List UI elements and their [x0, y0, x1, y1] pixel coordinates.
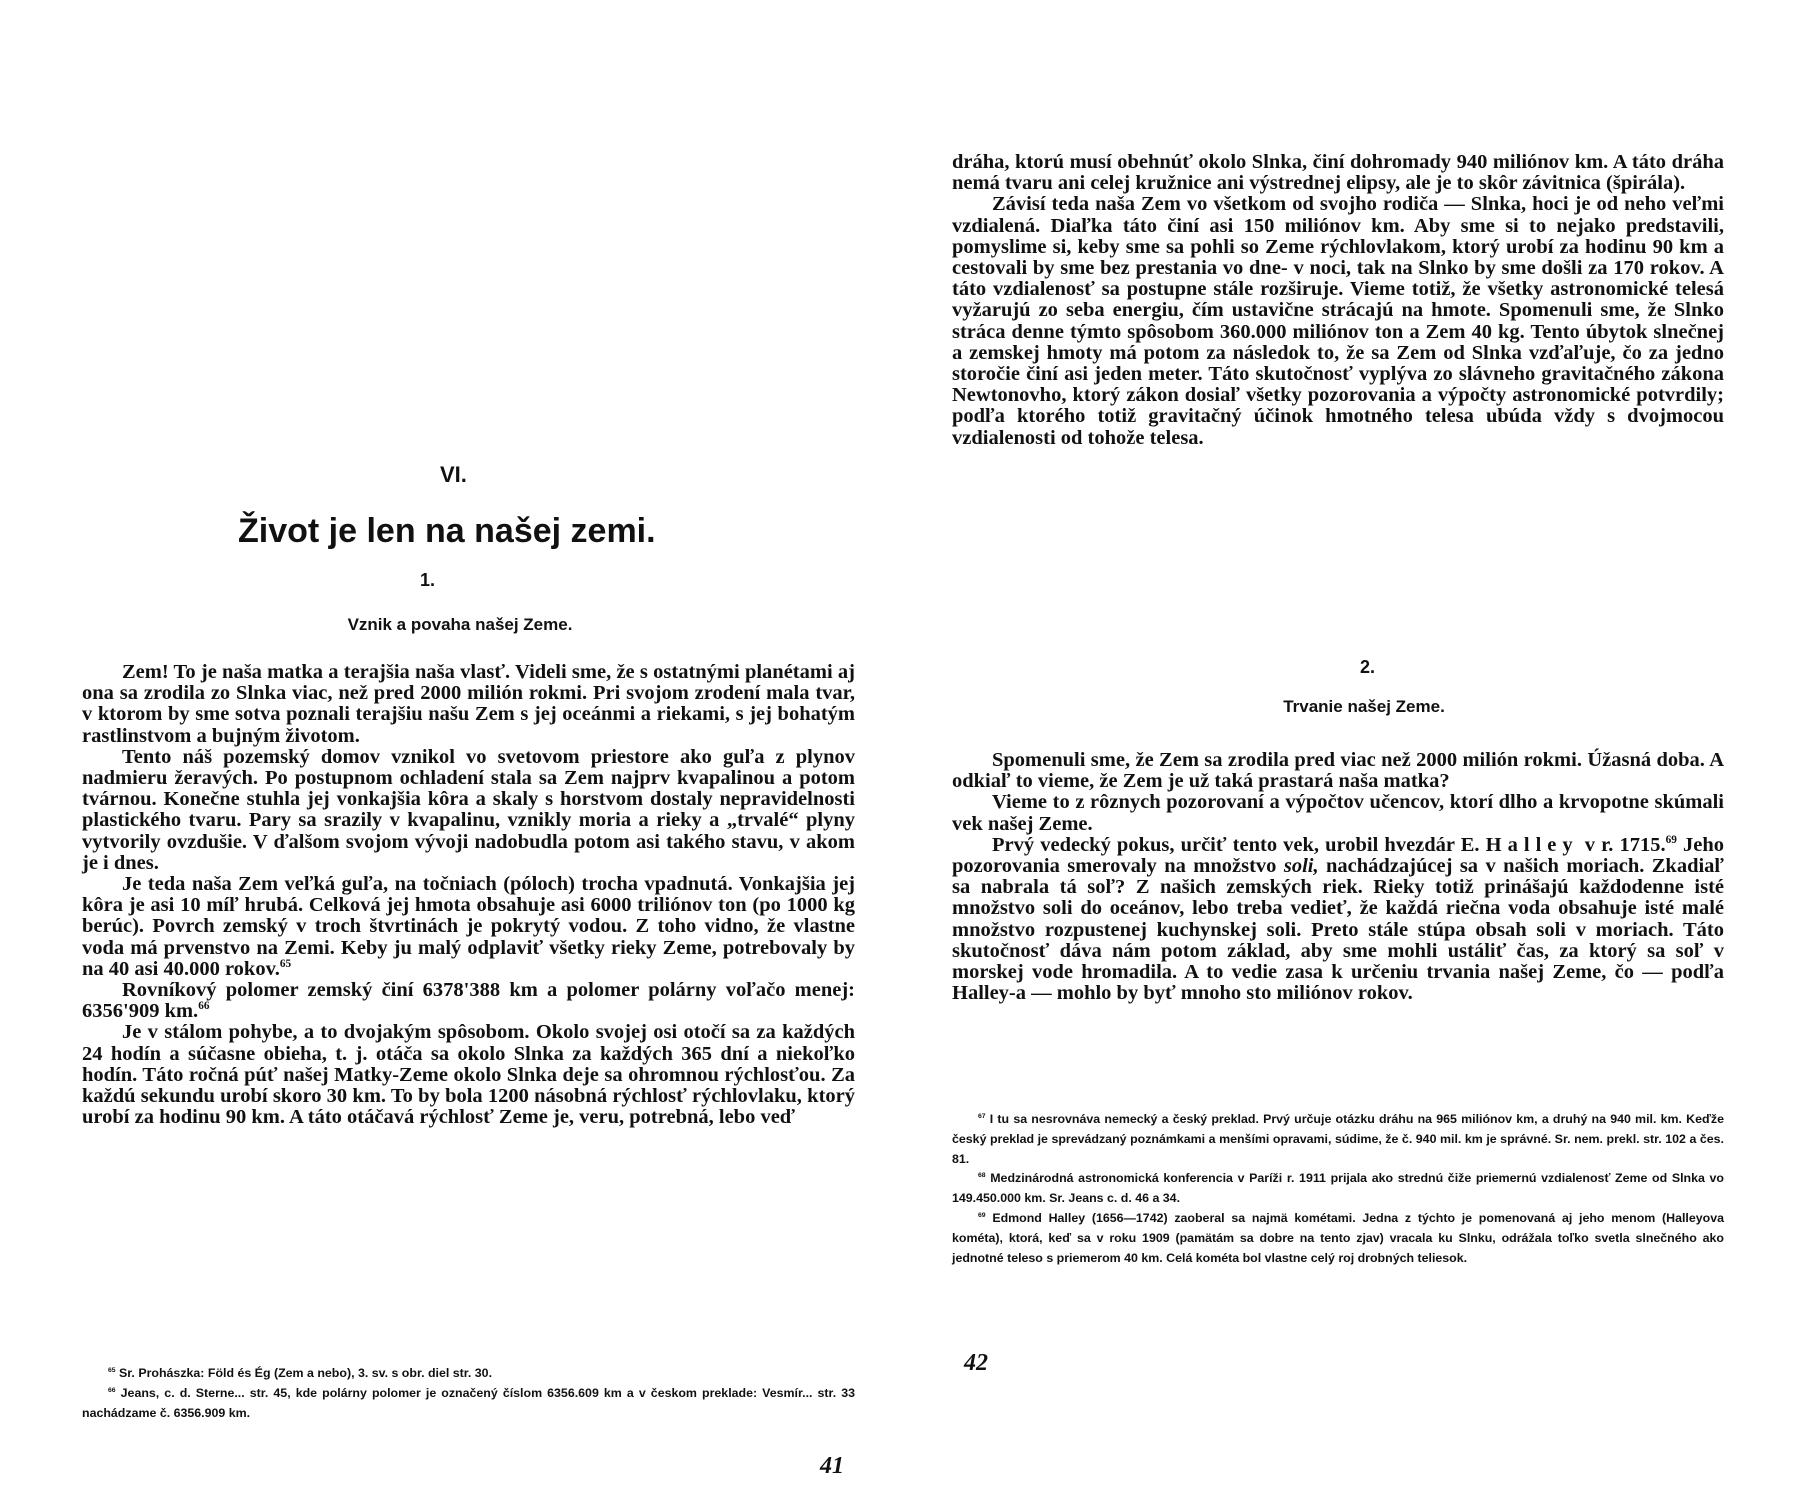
section-number: 1. [420, 570, 436, 590]
paragraph-text: Prvý vedecký pokus, určiť tento vek, urobil hvezdár E. [992, 833, 1480, 856]
page-number: 41 [820, 1453, 844, 1479]
left-footnotes [82, 1364, 855, 1423]
paragraph [82, 980, 855, 1022]
paragraph [952, 750, 1724, 792]
left-page [0, 0, 900, 1500]
right-page [908, 0, 1816, 1500]
paragraph-text: Je teda naša Zem veľká guľa, na točniach (póloch) trocha vpadnutá. Vonkajšia jej kôra je asi 10 míľ hrubá. Celková jej hmota obsahuje asi 6000 triliónov ton (po 1000 kg berúc). Povrch zemský v troch štvrtinách je pokrytý vodou. Z toho vidno, že vlastne voda má prvenstvo na Zemi. Keby ju malý odplaviť všetky rieky Zeme, potrebovaly by na 40 asi 40.000 rokov. [82, 873, 855, 980]
footnote-number: 68 [978, 1172, 986, 1180]
paragraph-text: Vieme to z rôznych pozorovaní a výpočtov učencov, ktorí dlho a krvopotne skúmali vek našej Zeme. [952, 791, 1724, 835]
footnote-mark: 66 [198, 1000, 210, 1013]
footnote [82, 1384, 855, 1424]
paragraph [952, 194, 1724, 448]
paragraph-text: Zem! To je naša matka a terajšia naša vlasť. Videli sme, že s ostatnými planétami aj ona sa zrodila zo Slnka viac, než pred 2000 milión rokmi. Pri svojom zrodení mala tvar, v ktorom by sme sotva poznali terajšiu našu Zem s jej oceánmi a riekami, s jej bohatým rastlinstvom a bujným životom. [82, 661, 855, 747]
paragraph [82, 747, 855, 874]
footnote-text: Edmond Halley (1656—1742) zaoberal sa najmä kométami. Jedna z týchto je pomenovaná aj jeho menom (Halleyova kométa), ktorá, keď sa v roku 1909 (pamätám sa dobre na tento zjav) vracala ku Slnku, odrážala toľko svetla slnečného ako jednotné teleso s priemerom 40 km. Celá kométa bol vlastne celý roj drobných teliesok. [952, 1210, 1724, 1265]
paragraph-text: Tento náš pozemský domov vznikol vo svetovom priestore ako guľa z plynov nadmieru žeravých. Po postupnom ochladení stala sa Zem najprv kvapalinou a potom tvárnou. Konečne stuhla jej vonkajšia kôra a skaly s horstvom dostaly nepravidelnosti plastického tvaru. Pary sa srazily v kvapalinu, vznikly moria a rieky a „trvalé“ plyny vytvorily ovzdušie. V ďalšom svojom vývoji nadobudla potom asi takého stavu, v akom je i dnes. [82, 745, 855, 874]
chapter-title: Život je len na našej zemi. [238, 512, 656, 550]
page-number: 42 [964, 1350, 988, 1376]
footnote-mark: 69 [1665, 833, 1677, 846]
footnote-number: 66 [108, 1386, 116, 1394]
footnote-number: 67 [978, 1112, 986, 1120]
paragraph [82, 662, 855, 747]
footnote [952, 1209, 1724, 1268]
footnote [952, 1110, 1724, 1169]
emphasis: soli, [1283, 855, 1319, 878]
right-body-text-top [952, 152, 1724, 449]
paragraph [952, 792, 1724, 834]
footnote-mark: 65 [279, 958, 292, 971]
footnote-number: 65 [108, 1366, 116, 1374]
section-title: Vznik a povaha našej Zeme. [347, 615, 573, 634]
footnote [82, 1364, 855, 1384]
paragraph-text: dráha, ktorú musí obehnúť okolo Slnka, činí dohromady 940 miliónov km. A táto dráha nemá tvaru ani celej kružnice ani výstrednej elipsy, ale je to skôr závitnica (špirála). [952, 151, 1724, 195]
paragraph [952, 152, 1724, 194]
section-number: 2. [1360, 657, 1376, 677]
paragraph-text: Spomenuli sme, že Zem sa zrodila pred viac než 2000 milión rokmi. Úžasná doba. A odkiaľ to vieme, že Zem je už taká prastará naša matka? [952, 749, 1724, 793]
section-title: Trvanie našej Zeme. [1283, 697, 1445, 716]
paragraph [82, 1022, 855, 1128]
paragraph-text: Jeho pozorovania smerovaly na množstvo [952, 833, 1725, 878]
right-footnotes [952, 1110, 1724, 1268]
left-body-text [82, 662, 855, 1128]
paragraph-text: Rovníkový polomer zemský činí 6378'388 km a polomer polárny voľačo menej: 6356'909 km. [82, 979, 855, 1023]
spaced-name: Halley [1485, 833, 1579, 856]
paragraph [952, 835, 1724, 1005]
footnote-number: 69 [978, 1211, 986, 1219]
chapter-number: VI. [440, 462, 467, 487]
paragraph-text: nachádzajúcej sa v našich moriach. Zkadiaľ sa nabrala tá soľ? Z našich zemských riek. Rieky totiž prinášajú každodenne isté množstvo soli do oceánov, lebo treba vedieť, že každá riečna voda obsahuje isté malé množstvo rozpustenej kuchynskej soli. Preto stále stúpa obsah soli v moriach. Táto skutočnosť dáva nám potom základ, aby sme mohli ustáliť čas, za ktorý sa soľ v morskej vode hromadila. A to vedie zasa k určeniu trvania našej Zeme, čo — podľa Halley-a — mohlo by byť mnoho sto miliónov rokov. [952, 855, 1725, 1005]
paragraph-text: Závisí teda naša Zem vo všetkom od svojho rodiča — Slnka, hoci je od neho veľmi vzdialená. Diaľka táto činí asi 150 miliónov km. Aby sme si to nejako predstavili, pomyslime si, keby sme sa pohli so Zeme rýchlovlakom, ktorý urobí za hodinu 90 km a cestovali by sme bez prestania vo dne- v noci, tak na Slnko by sme došli za 170 rokov. A táto vzdialenosť sa postupne stále rozširuje. Vieme totiž, že všetky astronomické telesá vyžarujú zo seba energiu, čím ustavične strácajú na hmote. Spomenuli sme, že Slnko stráca denne týmto spôsobom 360.000 miliónov ton a Zem 40 kg. Tento úbytok slnečnej a zemskej hmoty má potom za následok to, že sa Zem od Slnka vzďaľuje, čo za jedno storočie činí asi jeden meter. Táto skutočnosť vyplýva zo slávneho gravitačného zákona Newtonovho, ktorý zákon dosiaľ všetky pozorovania a výpočty astronomické potvrdily; podľa ktorého totiž gravitačný účinok hmotného telesa ubúda vždy s dvojmocou vzdialenosti od tohože telesa. [952, 193, 1724, 449]
footnote-text: Jeans, c. d. Sterne... str. 45, kde polárny polomer je označený číslom 6356.609 km a v českom preklade: Vesmír... str. 33 nachádzame č. 6356.909 km. [82, 1385, 855, 1420]
paragraph-text: v r. 1715. [1584, 833, 1666, 856]
right-body-text-bottom [952, 750, 1724, 1004]
paragraph [82, 874, 855, 980]
footnote-text: Medzinárodná astronomická konferencia v Paríži r. 1911 prijala ako strednú čiže priemernú vzdialenosť Zeme od Slnka vo 149.450.000 km. Sr. Jeans c. d. 46 a 34. [952, 1171, 1724, 1206]
footnote-text: I tu sa nesrovnáva nemecký a český preklad. Prvý určuje otázku dráhu na 965 miliónov km, a druhý na 940 mil. km. Keďže český preklad je sprevádzaný poznámkami a menšími opravami, súdime, že č. 940 mil. km je správné. Sr. nem. prekl. str. 102 a čes. 81. [952, 1112, 1724, 1166]
footnote [952, 1169, 1724, 1209]
paragraph-text: Je v stálom pohybe, a to dvojakým spôsobom. Okolo svojej osi otočí sa za každých 24 hodín a súčasne obieha, t. j. otáča sa okolo Slnka za každých 365 dní a niekoľko hodín. Táto ročná púť našej Matky-Zeme okolo Slnka deje sa ohromnou rýchlosťou. Za každú sekundu urobí skoro 30 km. To by bola 1200 násobná rýchlosť rýchlovlaku, ktorý urobí za hodinu 90 km. A táto otáčavá rýchlosť Zeme je, veru, potrebná, lebo veď [82, 1021, 855, 1129]
footnote-text: Sr. Prohászka: Föld és Ég (Zem a nebo), 3. sv. s obr. diel str. 30. [119, 1366, 493, 1380]
